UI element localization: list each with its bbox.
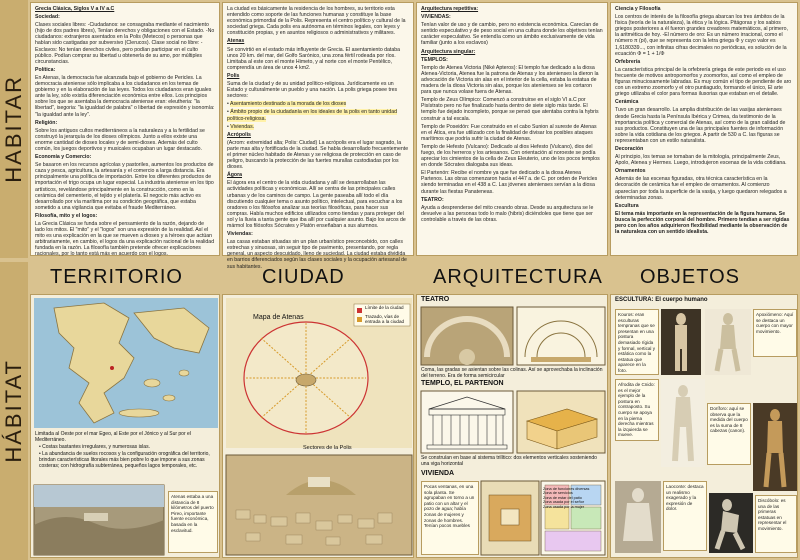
section-text: La característica principal de la orfebrería griega de este periodo es el uso frecuente de motivos antropomorfos y zoomorfos, así como el empleo de figuras minuciosamente labradas. Es muy común el tipo de pendiente de aro con un extremo zoomorfo y el otro puntiagudo, formando el único, El arte griego utilizaba el color para formas ilusorias que estaban en el detalle. <box>615 66 792 98</box>
section-text: Templo de Atenea Victoria (Niké Apteros): El templo fue dedicado a la diosa Atenea-Victoria, Atenea fue la patrona de Atenas y los atenienses la dieron la advocación de Victoria sin alas en el interior de la cella, estaba la estatua de madera de la diosa Victoria sin alas, porque los atenienses se les cortaron para que nunca volase fuera de Atenas. <box>421 64 599 96</box>
territorio-caption: Limitada al Oeste por el mar Egeo, al Este por el Jónico y al Sur por el Mediterráneo. <box>35 431 191 443</box>
side-label-habitar: HABITAR <box>0 0 28 258</box>
kouros-statue <box>661 309 701 375</box>
column-title: Arquitectura repetitiva: <box>421 6 479 12</box>
section-text: El tema más importante en la representación de la figura humana. Se busca la perfección corporal del hombre. Primero tendían a ser rígidas pero con los años adquirieron flexibilidad mediante la observación de la naturaleza con un sentido idealista. <box>615 210 790 236</box>
text-column-architecture <box>416 2 608 256</box>
laocoonte-note: Laoconte: destaca un realismo exagerado y la expresión de dolor. <box>663 481 707 551</box>
island <box>163 395 175 401</box>
section-heading: Acrópolis <box>227 131 251 138</box>
territorio-bullet: • La abundancia de suelos rocosos y la configuración orográfica del territorio, brindan características litorales más bien pobre lo que impone a sus zonas costeras; con hidrografía subterránea, pequeños lagos temporales, etc. <box>39 451 210 469</box>
theatre-photo <box>421 307 513 365</box>
section-heading: TEATRO: <box>421 196 444 203</box>
section-text: El Partenón: Recibe el nombre ya que fue dedicado a la diosa Atenea Partenos. Las obras comenzaron hacia el 447 a. de C. por orden de Pericles siendo terminadas en el 438 a C. Las jóvenes atenienses servían a la diosa durante las fiestas Panateneas. <box>421 170 598 195</box>
side-label-habitat: HÁBITAT <box>0 262 28 560</box>
section-heading: Sociedad: <box>35 14 60 21</box>
plan-labels: Zona de funciones diversas Zona de servicios Zona de estar del patio Zona usada por el señor Zona usada por la mujer <box>543 487 590 509</box>
section-text: La ciudad es básicamente la residencia de los hombres, su territorio esta entendido como soporte de las funciones humanas y constituye la base económica primordial de la Polis. Representa el centro político y cultural de la sociedad griega. Cada polis era autónoma en términos legales, con leyes y constitución propias, y en asuntos religiosos o administrativos y militares. <box>227 6 406 37</box>
section-heading: Ciencia y Filosofía <box>615 6 661 12</box>
section-text: Clases sociales libres: -Ciudadanos: se consagraba mediante el nacimiento (hijo de dos padres libres), Tenían derechos y obligaciones con el Estado. -No ciudadanos: extranjeros asentados en la Polis (Metecos) o personas que habían sido castigadas por subversivo (Clerucos). Clase social no libre: -Esclavos: No tenían derechos civiles, pero podían participar en el culto público. Podían comprar su libertad u obtenerla de su amo, por múltiples circunstancias. <box>35 22 215 65</box>
ciudad-panel <box>222 294 414 558</box>
header-arquitectura: ARQUITECTURA <box>433 266 603 288</box>
header-ciudad: CIUDAD <box>262 266 345 288</box>
statue-head <box>632 488 644 502</box>
doriforo-statue <box>753 403 797 491</box>
house-axonometric <box>481 481 539 555</box>
section-text: Suma de la ciudad y de su unidad político-religiosa. Jurídicamente es un Estado y culturalmente un pueblo y una nación. La polis griega posee tres sectores: <box>227 81 398 100</box>
parthenon-3d <box>517 391 605 453</box>
statue-head <box>722 499 732 511</box>
text-column-society <box>30 2 220 256</box>
section-heading: Ornamentos <box>615 168 646 175</box>
legend-label-limit: Límite de la ciudad <box>365 305 404 310</box>
column-title: Grecia Clásica, Siglos V a IV a.C <box>35 6 115 12</box>
statue-torso <box>674 397 692 427</box>
vivienda-title: VIVIENDA <box>421 470 455 477</box>
objetos-panel <box>610 294 798 558</box>
section-heading: Filosofía, mito y el logos: <box>35 212 98 219</box>
laocoonte-statue <box>615 481 661 553</box>
island <box>179 370 189 376</box>
apoxiomeno-statue <box>705 309 751 375</box>
plan-skene <box>531 357 591 362</box>
section-heading: Atenas <box>227 38 245 45</box>
section-heading: Política: <box>35 66 56 73</box>
afrodita-note: Afrodita de Cnido: es el mejor ejemplo de la postura en contraposto. Su cuerpo se apoya en la pierna derecha mientras la izquierda se mueve. <box>615 379 659 441</box>
theatre-orchestra <box>459 349 475 365</box>
objetos-title: ESCULTURA: El cuerpo humano <box>615 297 708 303</box>
island <box>144 379 160 387</box>
header-territorio: TERRITORIO <box>50 266 183 288</box>
section-heading: Economía y Comercio: <box>35 154 92 161</box>
photo-acropolis <box>84 513 108 521</box>
list-item: • Viviendas. <box>227 123 255 130</box>
legend-swatch-limit <box>357 308 362 313</box>
section-heading: Viviendas: <box>227 231 253 238</box>
sectors-title: Sectores de la Polis <box>303 445 352 451</box>
section-text: Se basaron en los recursos agrícolas y pastoriles, aumentos los productos de caza y pesca, agricultura, la artesanía y el comercio a larga distancia. Era principalmente una política de importación. Entre los diferentes productos de importación el trigo ocupa un lugar especial. La industria ateniense en los tipo artísticos, revelándose principalmente en la construcción, como en la cerámica del cementerio, el tejido y el platería. El negocio más activo es desarrollado por vía marítima por su condición geográfica, que estaba sometido a una vigilancia que evitaba el fraude Mediterráneo. <box>35 162 214 211</box>
statue-head <box>723 313 733 325</box>
piraeus-note: Atenas estaba a una distancia de 8 kilómetros del puerto Pireo, importante fuente económica, basada en la esclavitud. <box>168 491 218 553</box>
crete-island <box>119 409 159 417</box>
legend-label-roads: Trazado, vías de entrada a la ciudad <box>365 314 405 324</box>
athens-marker <box>110 366 114 370</box>
text-column-city <box>222 2 414 270</box>
section-text: Las casas estaban situadas sin un plan urbanístico preconcebido, con calles estrechas y sinuosas, sin seguir tipo de pavimento, presentando, por regla general, un aspecto descuidado, lleno de suciedad. La ciudad estaba dividida en barrios diferenciados según las clases sociales y la ocupación artesanal de sus habitantes. <box>227 239 407 270</box>
parthenon-elevation <box>421 391 513 453</box>
statue-torso <box>720 325 736 349</box>
section-heading: Orfebrería <box>615 58 641 65</box>
section-text: En Atenas, la democracia fue alcanzada bajo el gobierno de Pericles. La democracia ateniense sólo implicaba a los ciudadanos en los temas de gobierno y en la elaboración de las leyes. Todos los ciudadanos eran iguales ante la ley, sólo existía diferenciación económica entre ellos. Los principios sobre los que se asentaba la democracia ateniense eran: eleutheria: "la libertad", isegoria: "la igualdad de palabra" o libertad de expresión y isonomía: "la igualdad ante la ley". <box>35 74 215 118</box>
territorio-bullet: • Costas bastantes irregulares, y numerosas islas. <box>39 444 150 450</box>
statue-head <box>678 385 688 397</box>
section-text: Ayuda a desprenderse del mito creando obras. Desde su arquitectura se le devuelve a las personas todo lo malo (hibris) diciéndoles que tiene que ser controlable a través de las obras. <box>421 204 594 223</box>
drawing-frame <box>421 391 513 453</box>
header-objetos: OBJETOS <box>640 266 740 288</box>
statue-torso <box>675 325 687 349</box>
statue-leg <box>682 349 687 371</box>
section-heading: Polis <box>227 72 240 79</box>
vivienda-note: Pocas ventanas, en una sola planta. Se agrupaban en torno a un patio con un altar y el pozo de agua; había zonas de mujeres y zonas de hombres. Tenían pocos muebles <box>421 481 479 555</box>
section-text: Los centros de interés de la filosofía griega abarcan los tres ámbitos de la física (teoría de la naturaleza), la ética y la lógica. Pitágoras y los sabios griegos posteriores a él fueron grandes creadores matemáticos, al primero, la aritmética de hoy. -El número de oro: Es un número irracional, como el número π (pi), que se representa con la letra griega Φ y cuyo valor es 1,6180339..., con infinitas cifras decimales no periódicas, es solución de la ecuación Φ = 1 + 1/Φ <box>615 14 789 57</box>
theatre-plan <box>517 307 605 365</box>
greece-map <box>34 298 218 428</box>
athens-piraeus-photo <box>34 485 164 555</box>
category-headers <box>28 258 800 294</box>
section-text: La Grecia Clásica se funda sobre el pensamiento de la razón, dejando de lado los mitos. El "mito" y el "logos" son una expresión de la realidad. Así el mito es una explicación en la que se mueven a dioses y a héroes que actúan arbitrariamente, en cambio, el logos da una explicación racional de la realidad fundada en la razón. La filosofía también pretende ofrecer explicaciones racionales, por lo tanto está más en acuerdo con el logos. <box>35 221 215 258</box>
discobolo-note: Discóbolo: es una de las primeras estatuas en representar el movimiento. <box>755 495 797 553</box>
territorio-panel <box>30 294 220 558</box>
section-text: Al principio, los temas se tomaban de la mitología, principalmente Zeus, Apolo, Atenea y Hermes. Luego, introdujeron escenas de la vida cotidiana. <box>615 154 787 167</box>
apoxiomeno-note: Apoxiómeno: Aquí se destaca un cuerpo con mayor movimiento. <box>753 309 797 357</box>
section-heading: Religión: <box>35 119 58 126</box>
section-text: Se convirtió en el estado más influyente de Grecia. El asentamiento databa unos 20 km. del mar, del Golfo Sarónico, una zona fértil rodeada por ríos. Limitaba al este con el monte Himeto, y al norte con el monte Pentélico, comprendía un área de unos 4 km2. <box>227 46 401 71</box>
teatro-title: TEATRO <box>421 296 450 303</box>
map-title: Mapa de Atenas <box>253 314 304 321</box>
section-text: Tuvo un gran desarrollo. La amplia distribución de las vasijas atenienses desde Grecia hasta la Península Ibérica y Crimea, da testimonio de la importancia política y comercial de Atenas, así como de la gran calidad de sus productos. Constituyen una de las principales fuentes de información sobre la vida cotidiana de los griegos. A partir de 530 a C. las figuras se representaban con un estilo naturalista. <box>615 107 786 144</box>
acropolis-hill <box>296 374 316 386</box>
statue-torso <box>767 421 783 453</box>
section-heading: VIVIENDAS: <box>421 14 451 21</box>
section-heading: Ágora <box>227 172 242 179</box>
plan-frame <box>517 307 605 365</box>
teatro-caption: Coma, las gradas se asientan sobre las colinas. Así se aprovechaba la inclinación del terreno. Era de forma semicircular <box>421 367 603 379</box>
section-heading: TEMPLOS: <box>421 56 448 63</box>
section-text: Templo de Hefesto (Vulcano): Dedicado al dios Hefesto (Vulcano), dios del fuego, de los herreros y los artesanos. Con orientación al noroeste se podía apreciar los cimientos de la cella de Zeus Eleuterio, uno de los pocos templos en donde Sócrates dialogaba sus ideas. <box>421 143 600 169</box>
polis-sectors-illustration <box>226 455 412 555</box>
statue-head <box>770 409 780 421</box>
section-heading: Arquitectura singular: <box>421 48 476 55</box>
section-heading: Escultura <box>615 202 639 209</box>
plan-zone <box>571 507 601 529</box>
list-item: • Ámbito propio de la ciudadanía en los ideales de la polis en tanto unidad político-religiosa. <box>227 109 397 122</box>
section-text: Tenían valor de uso y de cambio, pero no existencia económica. Carecían de sentido especulativo y de peso social en una cultura donde los objetivos tenían carácter especulativo. Se entendía como un ámbito exclusivamente de vida familiar (junto a los esclavos) <box>421 22 603 47</box>
section-heading: Decoración <box>615 145 644 152</box>
section-text: (Acrom: extremidad alta; Polis: Ciudad) La acrópolis era el lugar sagrado, la parte mas alta y fortificada de la ciudad. Se habla desarrollado frecuentemente el primer núcleo habitado de Atenas y se religiosa de protección en caso de peligro, buscando la protección de las fuertes murallas custodiadas por los dioses. <box>227 139 409 171</box>
photo-sky <box>34 485 164 507</box>
statue-body <box>623 503 653 541</box>
plan-zone <box>545 531 601 551</box>
list-item: • Asentamiento destinado a la morada de los dioses <box>227 101 347 108</box>
section-text: Templo de Poseidón: Fue construido en el cabo Sunion al sureste de Atenas en el Ática, era fue utilizado con la finalidad de divisar los posibles ataques marítimos que podría sufrir la ciudad de Atenas. <box>421 123 597 142</box>
partenon-title: TEMPLO, EL PARTENON <box>421 380 504 387</box>
section-text: Sobre los antiguos cultos mediterráneos a la naturaleza y a la fertilidad se construyó la jerarquía de los dioses olímpicos. Junto a ellos existe una enorme cantidad de dioses locales y de semi-dioses. Además del culto común, los juegos deportivos y musicales ocupaban un lugar destacado. <box>35 127 205 152</box>
arquitectura-panel <box>416 294 608 558</box>
house-courtyard <box>501 509 519 525</box>
section-text: Templo de Zeus Olímpico: Comenzó a construirse en el siglo VI a.C por Pisístrato pero no fue finalizado hasta dentro de siete siglo más tarde. El templo fue dejado incompleto, porque se pensó que atentaba contra la hybris construir a tal escala. <box>421 97 599 122</box>
parthenon-mini <box>308 477 330 487</box>
statue-head <box>676 313 686 325</box>
statue-leg <box>675 349 680 371</box>
section-text: El ágora era el centro de la vida ciudadana y allí se desarrollaban las actividades políticas y económicas. Allí se centra de las principales calles urbanas y de los caminos de campo. La gente paseaba allí todo el día discutiendo cualquier tema o asunto político, intelectual, para escuchar a los oradores o los filósofos analizar sus teorías filosóficas, para hacer sus compras. Había muchos edificios utilizados como tiendas y para proteger del sol y la lluvia a tanta gente que iba allí por cualquier asunto. Bajo los arcos de mármol los filósofos Sócrates y Platón enseñaban a sus alumnos. <box>227 180 406 229</box>
discobolo-statue <box>709 493 753 553</box>
partenon-caption: Se construían en base al sistema trilítico: dos elementos verticales sosteniendo una viga horizontal <box>421 455 597 467</box>
afrodita-statue <box>661 379 705 467</box>
kouros-note: Kouros: eran esculturas tempranas que se presentan en una postura demasiado rígida y formal, vertical y estática como la estatua que aparece en la foto. <box>615 309 659 375</box>
plan-zone <box>545 507 569 529</box>
legend-swatch-roads <box>357 317 362 322</box>
doriforo-note: Doríforo: aquí se observa que la medida del cuerpo es la suma de 8 cabezas (canon). <box>707 403 751 465</box>
section-text: Además de las escenas figuradas, otra técnica característica en la decoración de cerámica fue el empleo de ornamentos. Al comienzo aparecían por toda la superficie de la vasija, y luego quedaron relegados a determinadas zonas. <box>615 176 787 201</box>
text-column-objects <box>610 2 798 256</box>
section-heading: Cerámica <box>615 99 639 106</box>
